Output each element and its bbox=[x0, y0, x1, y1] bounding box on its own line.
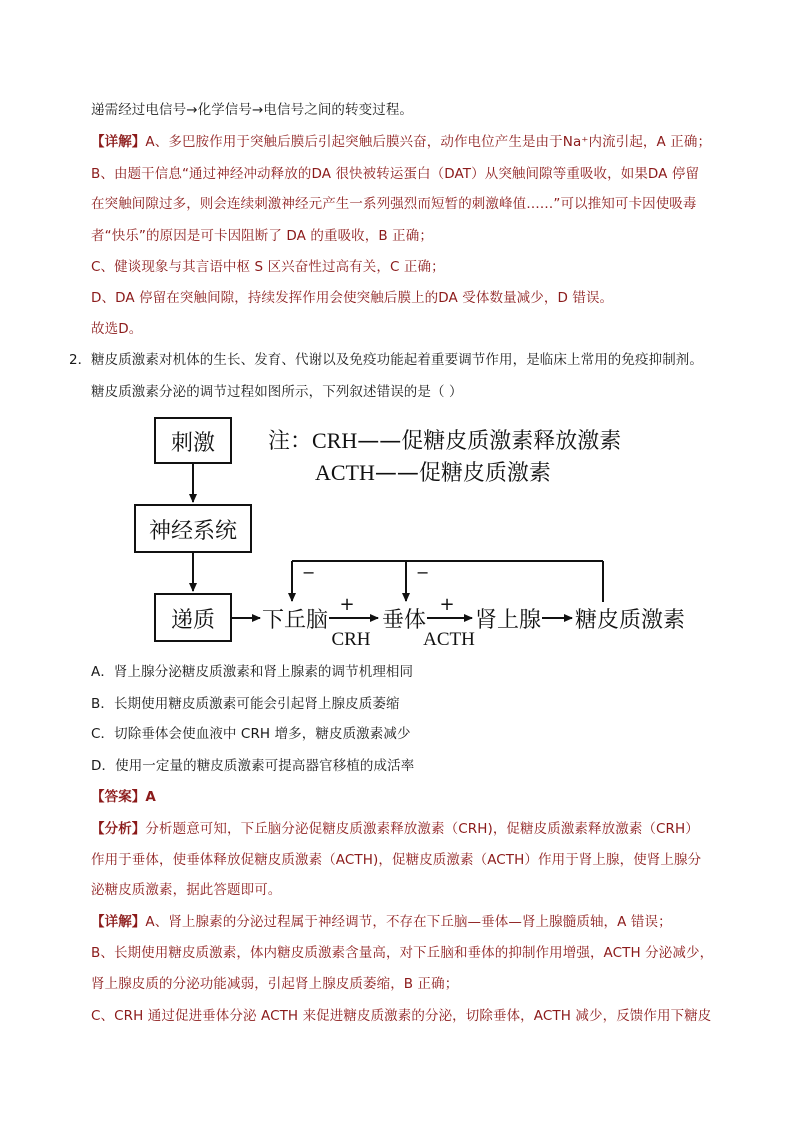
answer-line bbox=[91, 787, 156, 807]
answer-tag: 【答案】 bbox=[91, 789, 146, 805]
minus-sign-1: − bbox=[302, 563, 316, 582]
analysis-tag: 【分析】 bbox=[91, 821, 146, 837]
analysis-line: 【分析】分析题意可知，下丘脑分泌促糖皮质激素释放激素（CRH)，促糖皮质激素释放激素（CRH） bbox=[91, 821, 699, 837]
detail-tag: 【详解】 bbox=[91, 914, 146, 930]
detail-line: C、CRH 通过促进垂体分泌 ACTH 来促进糖皮质激素的分泌，切除垂体，ACTH 减少，反馈作用下糖皮 bbox=[91, 1008, 712, 1024]
note-line-2: ACTH——促糖皮质激素 bbox=[315, 460, 551, 486]
regulation-diagram bbox=[0, 405, 794, 660]
adrenal-label: 肾上腺 bbox=[475, 608, 542, 633]
analysis-line: 作用于垂体，使垂体释放促糖皮质激素（ACTH)，促糖皮质激素（ACTH）作用于肾上腺，使肾上腺分 bbox=[91, 852, 702, 868]
option-d: D．使用一定量的糖皮质激素可提高器官移植的成活率 bbox=[91, 758, 415, 774]
plus-sign-1: + bbox=[339, 594, 355, 615]
plus-sign-2: + bbox=[439, 594, 455, 615]
question-stem: 糖皮质激素分泌的调节过程如图所示，下列叙述错误的是（ ） bbox=[91, 384, 463, 400]
acth-label: ACTH bbox=[423, 629, 475, 650]
crh-label: CRH bbox=[331, 629, 371, 650]
pituitary-label: 垂体 bbox=[382, 608, 427, 633]
transmitter-label: 递质 bbox=[170, 608, 216, 633]
detail-line: 肾上腺皮质的分泌功能减弱，引起肾上腺皮质萎缩，B 正确； bbox=[91, 976, 459, 992]
detail-line: 【详解】A、肾上腺素的分泌过程属于神经调节，不存在下丘脑—垂体—肾上腺髓质轴，A 错误； bbox=[91, 914, 672, 930]
detail-tag: 【详解】 bbox=[91, 134, 146, 150]
option-a: A．肾上腺分泌糖皮质激素和肾上腺素的调节机理相同 bbox=[91, 664, 414, 680]
hypothalamus-label: 下丘脑 bbox=[262, 608, 329, 633]
nervous-system-label: 神经系统 bbox=[148, 519, 238, 544]
option-c: C．切除垂体会使血液中 CRH 增多，糖皮质激素减少 bbox=[91, 726, 411, 742]
answer-value: A bbox=[145, 789, 156, 805]
stimulus-label: 刺激 bbox=[170, 431, 216, 456]
glucocorticoid-label: 糖皮质激素 bbox=[575, 608, 686, 633]
question-number: 2． bbox=[69, 352, 92, 368]
text-line: 递需经过电信号→化学信号→电信号之间的转变过程。 bbox=[91, 102, 414, 118]
detail-line: 者“快乐”的原因是可卡因阻断了 DA 的重吸收，B 正确； bbox=[91, 228, 433, 244]
note-line-1: 注：CRH——促糖皮质激素释放激素 bbox=[268, 428, 622, 454]
question-stem: 糖皮质激素对机体的生长、发育、代谢以及免疫功能起着重要调节作用，是临床上常用的免疫抑制剂。 bbox=[91, 352, 703, 368]
detail-line: C、健谈现象与其言语中枢 S 区兴奋性过高有关，C 正确； bbox=[91, 259, 445, 275]
detail-line: B、长期使用糖皮质激素，体内糖皮质激素含量高，对下丘脑和垂体的抑制作用增强，ACTH 分泌减少， bbox=[91, 945, 714, 961]
analysis-line: 泌糖皮质激素，据此答题即可。 bbox=[91, 882, 282, 898]
option-b: B．长期使用糖皮质激素可能会引起肾上腺皮质萎缩 bbox=[91, 696, 400, 712]
minus-sign-2: − bbox=[416, 563, 430, 582]
detail-line: 故选D。 bbox=[91, 321, 143, 337]
detail-line: B、由题干信息“通过神经冲动释放的DA 很快被转运蛋白（DAT）从突触间隙等重吸收，如果DA 停留 bbox=[91, 166, 700, 182]
detail-line: D、DA 停留在突触间隙，持续发挥作用会使突触后膜上的DA 受体数量减少，D 错误。 bbox=[91, 290, 614, 306]
detail-line: 【详解】A、多巴胺作用于突触后膜后引起突触后膜兴奋，动作电位产生是由于Na⁺内流引起，A 正确； bbox=[91, 134, 712, 150]
detail-line: 在突触间隙过多，则会连续刺激神经元产生一系列强烈而短暂的刺激峰值……”可以推知可卡因使吸毒 bbox=[91, 196, 697, 212]
